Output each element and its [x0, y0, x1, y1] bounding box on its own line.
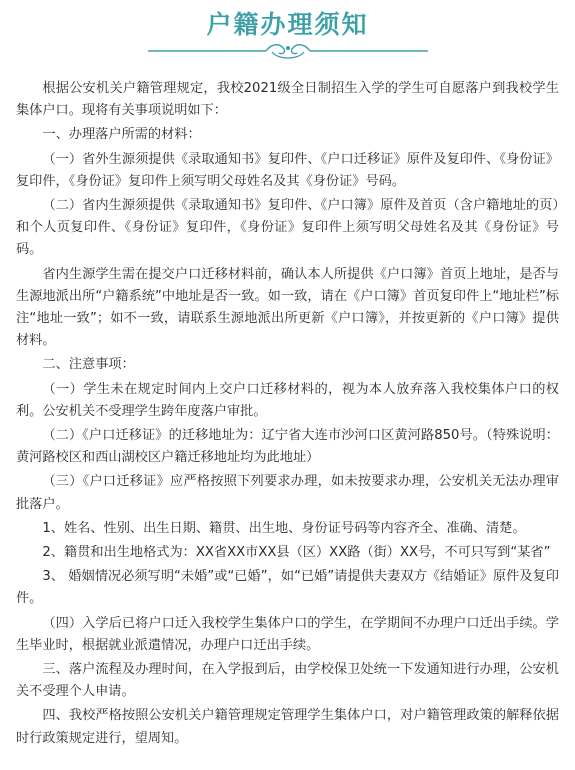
paragraph-process: 三、落户流程及办理时间，在入学报到后，由学校保卫处统一下发通知进行办理，公安机关不受理个人申请。: [16, 662, 559, 700]
paragraph-note-1: （一）学生未在规定时间内上交户口迁移材料的，视为本人放弃落入我校集体户口的权利。公安机关不受理学生跨年度落户审批。: [16, 381, 559, 419]
list-item-3: 3、 婚姻情况必须写明“未婚”或“已婚”，如“已婚”请提供夫妻双方《结婚证》原件及复印件。: [16, 569, 559, 607]
list-item-2: 2、籍贯和出生地格式为：XX省XX市XX县（区）XX路（街）XX号，不可只写到“某省”: [42, 545, 551, 561]
paragraph-note-3: （三）《户口迁移证》应严格按照下列要求办理，如未按要求办理，公安机关无法办理审批落户。: [16, 474, 559, 512]
paragraph-intro: 根据公安机关户籍管理规定，我校2021级全日制招生入学的学生可自愿落户到我校学生集体户口。现将有关事项说明如下：: [16, 81, 559, 119]
section-heading-notes: 二、注意事项：: [42, 357, 135, 373]
title-divider-ornament: [148, 40, 428, 62]
paragraph-out-of-province: （一）省外生源须提供《录取通知书》复印件、《户口迁移证》原件及复印件、《身份证》复印件，《身份证》复印件上须写明父母姓名及其《身份证》号码。: [16, 151, 559, 189]
list-item-1: 1、姓名、性别、出生日期、籍贯、出生地、身份证号码等内容齐全、准确、清楚。: [42, 520, 526, 536]
page-title: 户籍办理须知: [206, 10, 369, 39]
section-heading-materials: 一、办理落户所需的材料：: [42, 127, 201, 143]
paragraph-closing: 四、我校严格按照公安机关户籍管理规定管理学生集体户口，对户籍管理政策的解释依据时行政策规定进行，望周知。: [16, 708, 559, 746]
paragraph-note-2: （二）《户口迁移证》的迁移地址为：辽宁省大连市沙河口区黄河路850号。（特殊说明：黄河路校区和西山湖校区户籍迁移地址均为此地址）: [16, 428, 559, 466]
paragraph-address-check: 省内生源学生需在提交户口迁移材料前，确认本人所提供《户口簿》首页上地址，是否与生源地派出所“户籍系统”中地址是否一致。如一致，请在《户口簿》首页复印件上“地址栏”标注“地址一致”；如不一致，请联系生源地派出所更新《户口簿》，并按更新的《户口簿》提供材料。: [16, 266, 559, 349]
paragraph-in-province: （二）省内生源须提供《录取通知书》复印件、《户口簿》原件及首页（含户籍地址的页）和个人页复印件、《身份证》复印件，《身份证》复印件上须写明父母姓名及其《身份证》号码。: [16, 198, 559, 258]
notice-body: [16, 78, 559, 752]
paragraph-note-4: （四）入学后已将户口迁入我校学生集体户口的学生，在学期间不办理户口迁出手续。学生毕业时，根据就业派遣情况，办理户口迁出手续。: [16, 615, 559, 653]
